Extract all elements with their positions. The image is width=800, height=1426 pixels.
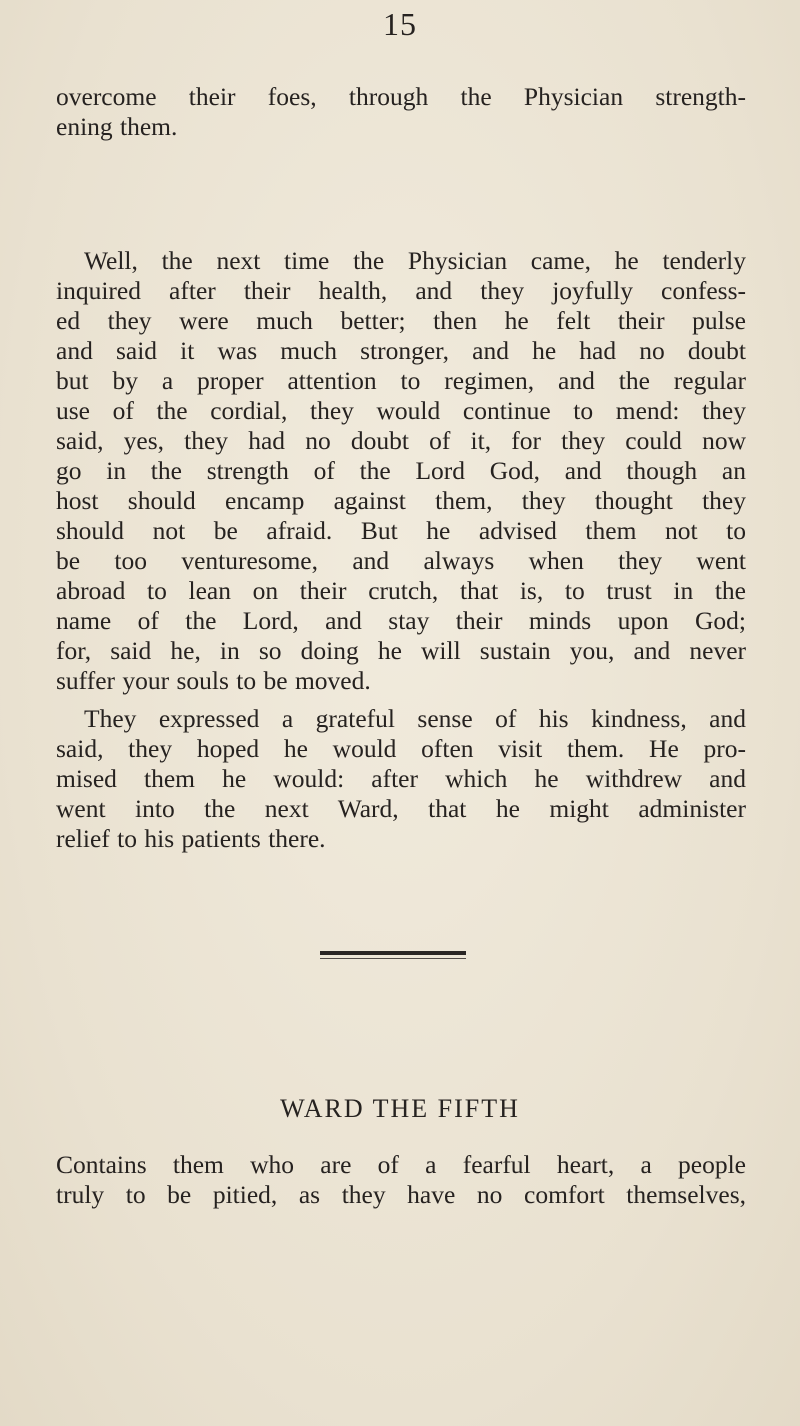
text-line: relief to his patients there. <box>56 824 326 853</box>
text-line: said, they hoped he would often visit them. He pro- <box>56 734 746 763</box>
paragraph-physician-visit <box>56 246 746 696</box>
text-line: use of the cordial, they would continue to mend: they <box>56 396 746 425</box>
text-line: mised them he would: after which he withdrew and <box>56 764 746 793</box>
paragraph-gratitude <box>56 704 746 854</box>
section-divider <box>320 951 466 955</box>
text-line: host should encamp against them, they thought they <box>56 486 746 515</box>
text-line: truly to be pitied, as they have no comfort themselves, <box>56 1180 746 1209</box>
text-line: go in the strength of the Lord God, and though an <box>56 456 746 485</box>
section-divider-thin <box>320 958 466 959</box>
text-line: but by a proper attention to regimen, and the regular <box>56 366 746 395</box>
text-line: should not be afraid. But he advised them not to <box>56 516 746 545</box>
text-line: abroad to lean on their crutch, that is, to trust in the <box>56 576 746 605</box>
text-line: name of the Lord, and stay their minds upon God; <box>56 606 746 635</box>
text-line: said, yes, they had no doubt of it, for they could now <box>56 426 746 455</box>
paragraph-continuation <box>56 82 746 142</box>
text-line: They expressed a grateful sense of his kindness, and <box>84 704 746 733</box>
text-line: ed they were much better; then he felt their pulse <box>56 306 746 335</box>
text-line: ening them. <box>56 112 178 141</box>
text-line: overcome their foes, through the Physician strength- <box>56 82 746 111</box>
text-line: Well, the next time the Physician came, he tenderly <box>84 246 746 275</box>
text-line: inquired after their health, and they joyfully confess- <box>56 276 746 305</box>
text-line: and said it was much stronger, and he had no doubt <box>56 336 746 365</box>
text-line: Contains them who are of a fearful heart, a people <box>56 1150 746 1179</box>
text-line: for, said he, in so doing he will sustain you, and never <box>56 636 746 665</box>
section-heading: WARD THE FIFTH <box>280 1094 520 1123</box>
text-line: suffer your souls to be moved. <box>56 666 371 695</box>
page-number: 15 <box>383 6 417 42</box>
paragraph-ward-fifth <box>56 1150 746 1210</box>
text-line: went into the next Ward, that he might administer <box>56 794 746 823</box>
text-line: be too venturesome, and always when they went <box>56 546 746 575</box>
